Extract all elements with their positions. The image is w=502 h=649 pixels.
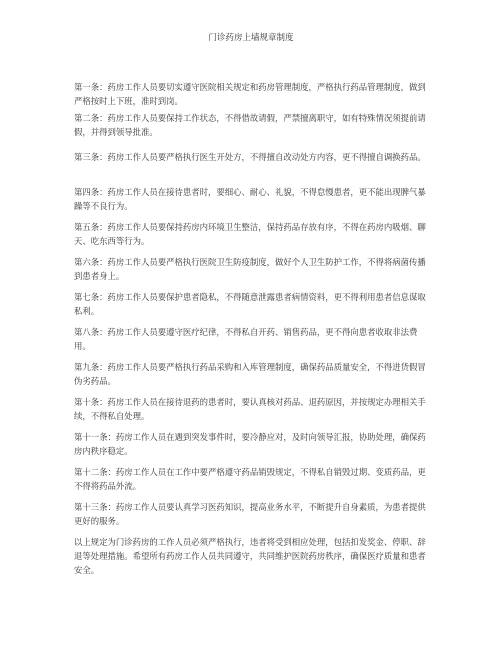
article-9: 第九条：药房工作人员要严格执行药品采购和入库管理制度，确保药品质量安全，不得进货假冒伪劣药品。 <box>74 362 426 386</box>
article-13: 第十三条：药房工作人员要认真学习医药知识，提高业务水平，不断提升自身素质，为患者提供更好的服务。 <box>74 502 426 526</box>
article-10: 第十条：药房工作人员在接待退药的患者时，要认真核对药品、退药原因，并按规定办理相关手续，不得私自处理。 <box>74 397 426 421</box>
article-11: 第十一条：药房工作人员在遇到突发事件时，要冷静应对，及时向领导汇报，协助处理，确保药房内秩序稳定。 <box>74 432 426 456</box>
article-6: 第六条：药房工作人员要严格执行医院卫生防疫制度，做好个人卫生防护工作，不得将病菌传播到患者身上。 <box>74 257 426 281</box>
article-7: 第七条：药房工作人员要保护患者隐私，不得随意泄露患者病情资料，更不得利用患者信息谋取私利。 <box>74 292 426 316</box>
document-title: 门诊药房上墙规章制度 <box>208 33 294 43</box>
article-5: 第五条：药房工作人员要保持药房内环境卫生整洁，保持药品存放有序，不得在药房内吸烟、聊天、吃东西等行为。 <box>74 222 426 246</box>
article-12: 第十二条：药房工作人员在工作中要严格遵守药品销毁规定，不得私自销毁过期、变质药品，更不得将药品外流。 <box>74 467 426 491</box>
article-1: 第一条：药房工作人员要切实遵守医院相关规定和药房管理制度，严格执行药品管理制度，做到严格按时上下班，准时到岗。 <box>74 82 426 106</box>
article-2: 第二条：药房工作人员要保持工作状态，不得借故请假，严禁擅离职守，如有特殊情况须提前请假，并得到领导批准。 <box>74 113 426 137</box>
article-4: 第四条：药房工作人员在接待患者时，要细心、耐心、礼貌，不得怠慢患者，更不能出现脾气暴躁等不良行为。 <box>74 187 426 211</box>
article-8: 第八条：药房工作人员要遵守医疗纪律，不得私自开药、销售药品，更不得向患者收取非法费用。 <box>74 327 418 351</box>
article-3: 第三条：药房工作人员要严格执行医生开处方，不得擅自改动处方内容，更不得擅自调换药品。 <box>74 152 426 162</box>
closing-paragraph: 以上规定为门诊药房的工作人员必须严格执行，违者将受到相应处理，包括扣发奖金、停职、辞退等处理措施。希望所有药房工作人员共同遵守，共同维护医院药房秩序，确保医疗质量和患者安全。 <box>74 537 426 575</box>
